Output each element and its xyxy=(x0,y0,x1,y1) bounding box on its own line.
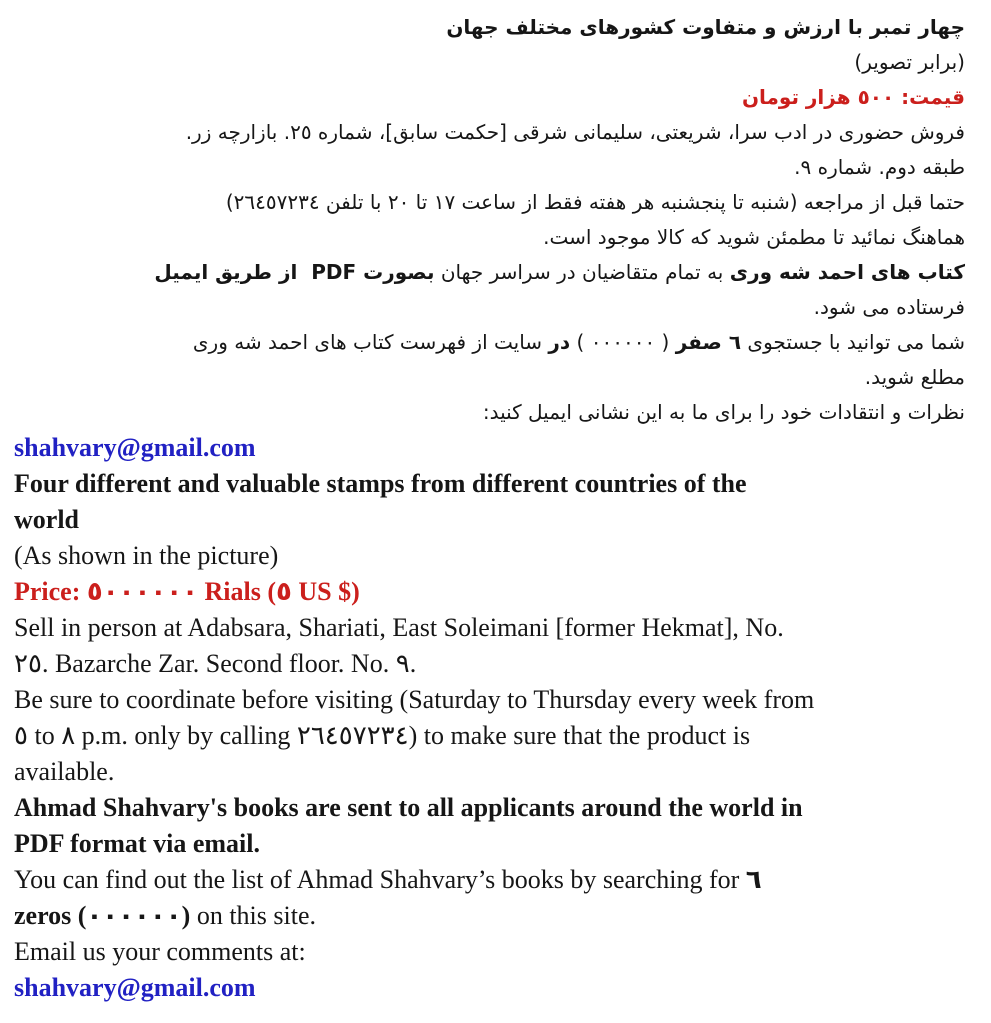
fa-visit-note-line-2: هماهنگ نمائید تا مطمئن شوید که کالا موجود است. xyxy=(543,225,965,249)
fa-paren-open: ( xyxy=(655,330,676,354)
fa-address-line-2: طبقه دوم. شماره ٩. xyxy=(794,155,965,179)
en-zeros-paren-close: ) xyxy=(181,901,191,930)
fa-search-intro: شما می توانید با جستجوی xyxy=(741,330,965,354)
fa-price: قیمت: ٥٠٠ هزار تومان xyxy=(741,85,965,109)
fa-paren-close: ) xyxy=(570,330,591,354)
fa-in-bold: در xyxy=(548,330,571,354)
en-search-line-1 xyxy=(14,862,965,898)
en-search-intro: You can find out the list of Ahmad Shahvary’s books by searching for xyxy=(14,865,746,894)
fa-books-pdf-bold: بصورت PDF از طریق ایمیل xyxy=(154,260,435,284)
fa-search-line-1 xyxy=(14,325,965,360)
fa-address-line-1: فروش حضوری در ادب سرا، شریعتی، سلیمانی شرقی [حکمت سابق]، شماره ٢٥. بازارچه زر. xyxy=(185,120,965,144)
fa-search-rest: سایت از فهرست کتاب های احمد شه وری xyxy=(192,330,549,354)
fa-books-line-1 xyxy=(14,255,965,290)
en-price-amount: ٥٠٠٠٠٠٠ xyxy=(86,577,198,606)
fa-zeros-digits: ٠٠٠٠٠٠ xyxy=(590,330,656,354)
en-title-line-1: Four different and valuable stamps from different countries of the xyxy=(14,469,747,498)
fa-visit-note-line-1: حتما قبل از مراجعه (شنبه تا پنجشنبه هر هفته فقط از ساعت ١٧ تا ٢٠ با تلفن ٢٦٤٥٧٢٣٤) xyxy=(225,190,965,214)
en-visit-line-3: available. xyxy=(14,757,115,786)
en-six-digit-bold: ٦ xyxy=(745,865,762,894)
fa-search-line-2: مطلع شوید. xyxy=(864,365,965,389)
fa-title: چهار تمبر با ارزش و متفاوت کشورهای مختلف جهان xyxy=(446,15,965,39)
en-visit-line-2: ٥ to ٨ p.m. only by calling ٢٦٤٥٧٢٣٤) to make sure that the product is xyxy=(14,721,751,750)
en-search-line-2 xyxy=(14,898,965,934)
email-link-top[interactable]: shahvary@gmail.com xyxy=(14,433,256,462)
en-email-prompt: Email us your comments at: xyxy=(14,937,306,966)
en-title-line-2: world xyxy=(14,505,79,534)
en-sell-line-1: Sell in person at Adabsara, Shariati, East Soleimani [former Hekmat], No. xyxy=(14,613,784,642)
fa-books-normal-text: به تمام متقاضیان در سراسر جهان xyxy=(434,260,730,284)
en-on-this-site: on this site. xyxy=(190,901,316,930)
en-price-label: Price: xyxy=(14,577,87,606)
en-zeros-digits: ٠٠٠٠٠٠ xyxy=(86,901,182,930)
en-price-line xyxy=(14,574,965,610)
en-visit-line-1: Be sure to coordinate before visiting (Saturday to Thursday every week from xyxy=(14,685,815,714)
fa-feedback-prompt: نظرات و انتقادات خود را برای ما به این نشانی ایمیل کنید: xyxy=(482,400,965,424)
en-books-line-2: PDF format via email. xyxy=(14,829,260,858)
en-price-suffix: Rials (٥ US $) xyxy=(197,577,360,606)
email-link-bottom[interactable]: shahvary@gmail.com xyxy=(14,973,256,1002)
en-books-line-1: Ahmad Shahvary's books are sent to all applicants around the world in xyxy=(14,793,803,822)
fa-six-zeros-bold: ٦ صفر xyxy=(675,330,742,354)
fa-as-picture: (برابر تصویر) xyxy=(854,50,965,74)
en-zeros-label-bold: zeros ( xyxy=(14,901,87,930)
en-sell-line-2: ٢٥. Bazarche Zar. Second floor. No. ٩. xyxy=(14,649,417,678)
fa-books-line-2: فرستاده می شود. xyxy=(813,295,965,319)
en-as-picture: (As shown in the picture) xyxy=(14,541,279,570)
fa-books-author-bold: کتاب های احمد شه وری xyxy=(729,260,965,284)
